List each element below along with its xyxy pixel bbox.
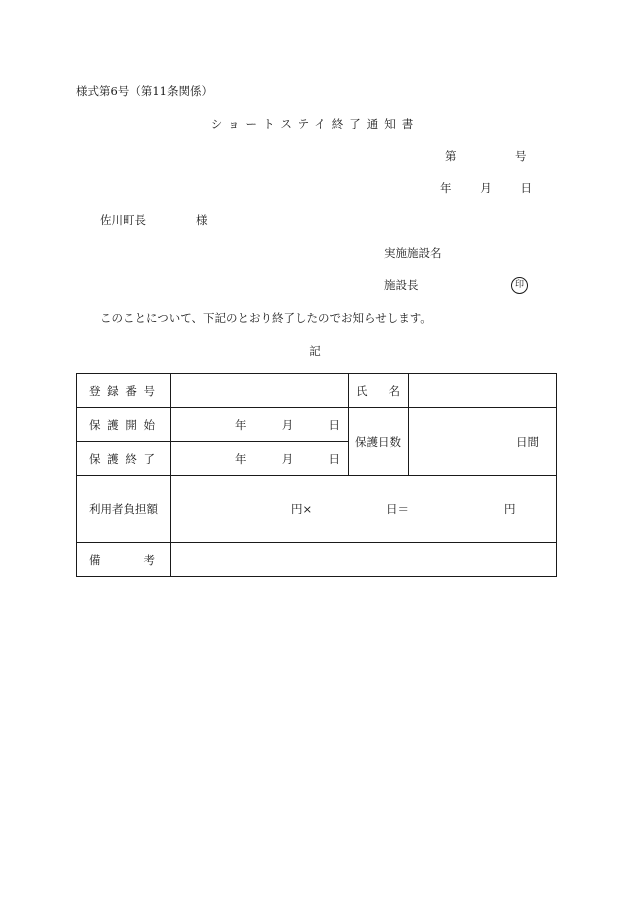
remarks-field[interactable] (171, 543, 557, 577)
document-title: ショートステイ終了通知書 (210, 117, 420, 131)
start-date-field[interactable] (171, 408, 349, 442)
addressee-name: 佐川町長 (100, 213, 146, 227)
end-date-year: 年 (235, 451, 247, 466)
facility-name-label: 実施施設名 (384, 246, 442, 260)
name-label: 氏名 (349, 374, 409, 408)
fee-days-eq: 日＝ (386, 502, 409, 516)
ki-heading: 記 (309, 344, 321, 358)
protection-days-label: 保護日数 (349, 408, 409, 476)
start-date-year: 年 (235, 417, 247, 432)
name-field[interactable] (409, 374, 557, 408)
table-row (77, 476, 557, 543)
days-unit: 日間 (516, 434, 539, 449)
end-date-field[interactable] (171, 442, 349, 476)
fee-yen-times: 円× (291, 502, 313, 516)
table-row (77, 543, 557, 577)
seal-mark: 印 (511, 277, 528, 294)
issue-date-month: 月 (480, 181, 492, 195)
remarks-label: 備考 (77, 543, 171, 577)
end-label: 保護終了 (77, 442, 171, 476)
addressee-honorific: 様 (196, 213, 208, 227)
issue-date-year: 年 (440, 181, 452, 195)
start-date-day: 日 (328, 417, 340, 432)
fee-yen: 円 (504, 502, 516, 516)
body-text: このことについて、下記のとおり終了したのでお知らせします。 (100, 311, 432, 325)
registration-no-field[interactable] (171, 374, 349, 408)
end-date-month: 月 (281, 451, 294, 466)
table-row (77, 408, 557, 442)
issue-date-day: 日 (520, 181, 532, 195)
form-number: 様式第6号（第11条関係） (76, 84, 213, 98)
document-number-prefix: 第 (445, 149, 457, 163)
start-date-month: 月 (281, 417, 294, 432)
end-date-day: 日 (328, 451, 340, 466)
facility-head-label: 施設長 (384, 278, 419, 292)
notice-table (76, 373, 557, 577)
document-number-suffix: 号 (515, 149, 527, 163)
fee-label: 利用者負担額 (77, 476, 171, 543)
issue-date (440, 183, 532, 195)
registration-no-label: 登録番号 (77, 374, 171, 408)
fee-field[interactable] (171, 476, 557, 543)
protection-days-field[interactable] (409, 408, 557, 476)
start-label: 保護開始 (77, 408, 171, 442)
table-row (77, 374, 557, 408)
